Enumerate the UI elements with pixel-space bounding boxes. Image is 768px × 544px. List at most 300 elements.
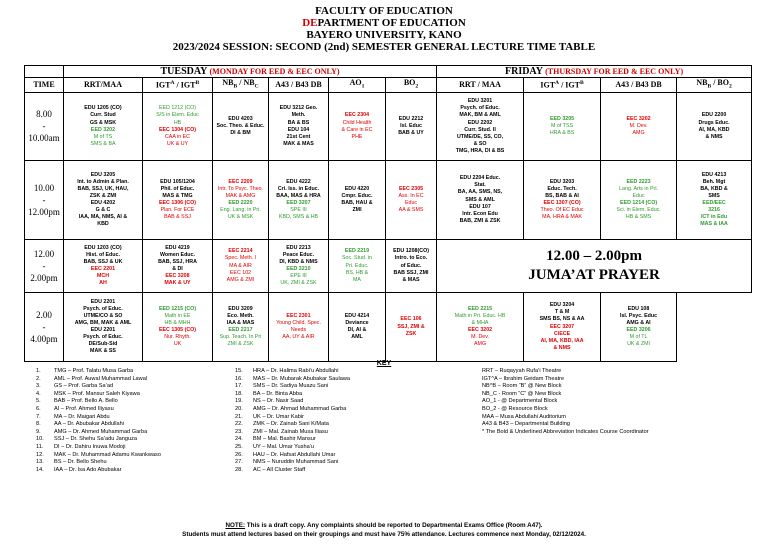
course-line: & MAS (402, 276, 420, 283)
course-line: Nur. Rhyth. (164, 334, 191, 341)
key-entry (36, 436, 161, 444)
key-number: 23. (235, 428, 243, 435)
course-cell (524, 160, 601, 239)
key-number: 20. (235, 405, 243, 412)
course-line: IAA, MA, NMS, AI & (78, 214, 128, 221)
course-line: EED/EEC (702, 200, 726, 207)
course-line: Pri. Educ. (345, 262, 369, 269)
prayer-time: 12.00 – 2.00pm (546, 247, 642, 264)
course-line: EED 2223 (626, 178, 651, 185)
course-line: Beh. Mgt (702, 178, 726, 185)
course-line: G & C (95, 207, 111, 214)
key-entry (235, 421, 350, 429)
course-line: ICT in Edu (700, 214, 728, 221)
time-label: 10.00 (33, 182, 55, 193)
key-text: SMS – Dr. Sadiya Muazu Sani (253, 383, 329, 390)
key-entry (482, 429, 649, 437)
key-number: 18. (235, 390, 243, 397)
key-number: 26. (235, 451, 243, 458)
course-line: EPE III (290, 273, 307, 280)
time-cell (25, 239, 64, 292)
time-label: 8.00 (36, 109, 52, 120)
key-text: NB^B – Room “B” @ New Block (482, 383, 562, 390)
course-line: EEC 2305 (398, 185, 424, 192)
course-line: & NMS (705, 133, 723, 140)
course-line: EDU 4203 (228, 115, 253, 122)
column-header: $AO_1$ (329, 78, 386, 93)
key-number: 28. (235, 466, 243, 473)
time-label: - (42, 321, 46, 332)
course-line: HRA & BS (549, 130, 575, 137)
course-cell (269, 92, 329, 160)
key-text: ZMK – Dr. Zainab Sani K/Mata (253, 421, 329, 428)
key-text: GS – Prof. Garba Sa’ad (54, 383, 114, 390)
course-cell (213, 160, 269, 239)
course-line: DI, KBD & NMS (279, 259, 318, 265)
course-line: EDU 2213 (286, 244, 311, 251)
course-line: EED 1212 (CO) (158, 105, 197, 112)
course-line: AA & SMS (398, 207, 424, 214)
key-text: RRT – Ruqayyah Rufa’i Theatre (482, 368, 562, 374)
key-entry (36, 398, 161, 406)
key-number: 10. (36, 436, 44, 443)
key-entry (235, 383, 350, 391)
key-number: 5. (36, 398, 41, 405)
department-title-rest: PARTMENT OF EDUCATION (317, 17, 466, 29)
course-line: & SO (473, 140, 487, 147)
course-line: MAK & AMG (225, 193, 256, 199)
course-line: EDU 3212 Geo. (279, 105, 318, 112)
key-text: MSK – Prof. Mansur Saleh Kiyawa (54, 390, 140, 397)
course-line: & Care in EC (341, 126, 373, 133)
key-number: 21. (235, 413, 243, 420)
course-line: Educ (632, 193, 645, 199)
course-line: Intr. To Psyc. Theo. (217, 185, 264, 192)
course-line: Math in Pri. Educ. HB (454, 312, 506, 319)
course-line: KBD, SMS & HB (278, 214, 319, 221)
key-column-2 (235, 368, 350, 474)
key-number: 19. (235, 398, 243, 405)
course-line: MA, HRA & MAK (542, 214, 582, 221)
key-entry (235, 429, 350, 437)
university-title: BAYERO UNIVERSITY, KANO (306, 29, 462, 41)
course-line: SMS & AML (465, 196, 495, 203)
course-line: EEC 2214 (228, 248, 253, 255)
key-text: HAU – Dr. Hafsat Abdullahi Umar (253, 451, 336, 458)
course-line: EED 3205 (549, 115, 575, 122)
course-line: EEC 2209 (228, 178, 253, 185)
friday-header (437, 66, 752, 78)
course-line: EEC 2201 (90, 266, 116, 273)
key-number: 3. (36, 383, 41, 390)
key-number: 13. (36, 459, 44, 466)
key-text: NMS – Nuruddin Muhammad Sani (253, 459, 339, 466)
key-entry (235, 452, 350, 460)
course-line: EEC 1307 (CO) (543, 200, 581, 207)
course-line: EDU 4222 (286, 178, 311, 185)
course-line: BAB, SSJ, HRA (158, 259, 197, 265)
course-line: SSJ, ZMI & (397, 323, 425, 330)
key-text: BA – Dr. Binta Abba (253, 390, 303, 397)
course-line: EDU 4214 (344, 312, 370, 319)
course-line: M. Dev. (629, 123, 648, 130)
key-text: BAB – Prof. Bello A. Bello (54, 398, 118, 405)
key-text: TMG – Prof. Talatu Musa Garba (54, 368, 134, 374)
course-cell (601, 292, 677, 361)
key-entry (235, 459, 350, 467)
key-text: ZMI – Mal. Zainab Musa Iliasu (253, 428, 328, 435)
key-text: A43 & B43 – Departmental Building (482, 421, 571, 428)
course-line: AH (99, 280, 107, 287)
course-line: AMG (474, 341, 487, 348)
course-cell (213, 92, 269, 160)
course-line: Hist. of Educ. (86, 251, 120, 258)
key-text: MA – Dr. Maigari Abdu (54, 413, 110, 420)
course-cell (213, 239, 269, 292)
course-line: PHE (351, 133, 363, 140)
course-line: EDU 1205 (CO) (84, 105, 122, 112)
column-header: $NB_B / NB_C$ (213, 78, 269, 93)
course-line: AA, UY & AIR (282, 334, 315, 341)
key-text: HRA – Dr. Halima Rabi’u Abdullahi (253, 368, 339, 374)
course-cell (64, 92, 143, 160)
course-line: AMG (632, 130, 645, 137)
course-line: BS, HB & (345, 269, 369, 276)
course-line: & MHA (471, 320, 489, 326)
note-label: NOTE: (225, 522, 246, 529)
course-line: AI, MA, KBD, IAA (540, 337, 584, 344)
course-cell (64, 239, 143, 292)
course-line: UK & ZMI (627, 341, 651, 348)
time-cell (25, 92, 64, 160)
course-cell (601, 92, 677, 160)
course-line: BA & BS (287, 119, 310, 126)
course-cell (269, 292, 329, 361)
course-line: MAS & TMG (162, 193, 193, 199)
course-cell (437, 160, 524, 239)
course-line: CAA in EC (164, 133, 191, 140)
key-text: MAS – Dr. Mubarak Abubakar Saulawa (253, 375, 351, 382)
course-cell (213, 292, 269, 361)
course-line: BAA, MAS & HRA (276, 193, 321, 199)
course-line: Math in EE (164, 312, 191, 319)
course-cell (269, 239, 329, 292)
key-number: 12. (36, 451, 44, 458)
key-entry (36, 452, 161, 460)
course-line: Deviance (345, 320, 369, 326)
course-line: & NMS (553, 344, 571, 351)
course-line: EED 2217 (228, 327, 253, 334)
course-cell (601, 160, 677, 239)
key-text: UY – Mal. Umar Yusha’u (253, 443, 315, 450)
key-entry (235, 368, 350, 376)
course-cell (329, 239, 386, 292)
course-line: Cri. Iss. in Educ. (277, 185, 320, 192)
note-line-1 (0, 522, 768, 530)
course-line: Educ. Tech. (547, 185, 577, 192)
corner-cell (25, 66, 64, 78)
timetable (24, 65, 752, 362)
key-entry (235, 444, 350, 452)
key-text: AI – Prof. Ahmed Iliyasu (54, 405, 114, 412)
time-label: 12.00 (33, 248, 55, 259)
key-number: 15. (235, 368, 243, 374)
course-line: HB (173, 119, 182, 126)
column-header: $IGT^A / IGT^B$ (524, 78, 601, 93)
key-number: 24. (235, 436, 243, 443)
course-line: IAA & MAS (226, 320, 255, 326)
key-text: NS – Dr. Nasir Saad (253, 398, 304, 405)
course-line: BAB & SSJ (164, 214, 191, 221)
key-entry (482, 368, 649, 376)
key-number: 25. (235, 443, 243, 450)
course-line: EDU 3209 (228, 305, 253, 312)
key-text: NB_C - Room “C” @ New Block (482, 390, 562, 397)
course-line: EEC 3202 (467, 327, 493, 334)
course-line: Sup. Teach. In Pri (219, 334, 262, 341)
department-title (0, 17, 768, 29)
course-cell (524, 292, 601, 361)
course-line: MAK & UY (164, 280, 191, 287)
course-line: Spec. Meth. I (224, 255, 257, 262)
course-line: Eng. Lang. in Pri. (220, 207, 261, 214)
column-header: TIME (25, 78, 64, 93)
course-line: EDU 3204 (549, 302, 575, 309)
course-line: EEC 3207 (549, 323, 575, 330)
course-cell (386, 92, 437, 160)
course-cell (143, 292, 213, 361)
course-line: CiECE (553, 330, 571, 337)
course-line: EED 2215 (467, 305, 493, 312)
course-line: Curr. Stud. II (464, 126, 496, 133)
key-text: BM – Mal. Bashir Mansur (253, 436, 316, 443)
course-line: M of TSS (551, 123, 574, 130)
key-number: 4. (36, 390, 41, 397)
course-line: EDU 1208(CO) (393, 248, 429, 255)
course-cell (386, 160, 437, 239)
course-cell (143, 239, 213, 292)
course-line: EEC 1306 (CO) (158, 200, 197, 207)
course-line: Soc. Stud. in (341, 255, 373, 262)
course-line: EEC 2301 (286, 312, 311, 319)
course-line: Educ (404, 200, 418, 207)
key-entry (36, 376, 161, 384)
time-label: - (42, 121, 46, 132)
course-cell (329, 92, 386, 160)
department-title-red: DE (302, 17, 318, 29)
course-line: BAB, SSJ, UK, HAU, (77, 185, 129, 192)
key-number: 9. (36, 428, 41, 435)
course-line: Plan. For ECE (160, 207, 195, 214)
key-text: AO_1 - @ Departmental Block (482, 398, 558, 405)
course-cell (437, 292, 524, 361)
course-line: EED 3210 (286, 266, 311, 273)
course-cell (143, 160, 213, 239)
course-line: BAB, SSJ & UK (83, 259, 123, 265)
course-line: HB & SMS (625, 214, 652, 221)
course-line: 21st Cent (286, 133, 311, 140)
course-line: UK & UY (166, 140, 189, 147)
course-line: Isl. Psyc. Educ (619, 312, 658, 319)
course-line: Intr. Econ Edu (462, 210, 498, 217)
course-line: Soc. Theo. & Educ. (216, 123, 265, 130)
key-number: 6. (36, 405, 41, 412)
key-text: IGT^A – Ibrahim Geidam Theatre (482, 375, 565, 382)
time-label: 10.00am (28, 133, 60, 144)
course-line: EDU 108 (627, 305, 650, 312)
column-header: A43 / B43 DB (269, 78, 329, 93)
key-entry (482, 398, 649, 406)
course-line: ZSK (405, 330, 417, 337)
key-text: DI – Dr. Dahiru Inuwa Modoji (54, 443, 126, 450)
key-number: 17. (235, 383, 243, 390)
course-cell (64, 160, 143, 239)
course-line: EEC 106 (400, 316, 422, 323)
key-number: 22. (235, 421, 243, 428)
course-line: HB & MHH (164, 320, 191, 326)
key-entry (235, 406, 350, 414)
course-line: M of TS (93, 133, 113, 140)
course-line: Int. to Admin & Plan. (77, 178, 129, 185)
key-column-1 (36, 368, 161, 474)
time-cell (25, 160, 64, 239)
course-line: UTME/CO & SO (83, 312, 123, 319)
course-line: BAB & UY (398, 130, 424, 137)
course-line: EED 3206 (626, 327, 651, 334)
course-line: & DI (172, 266, 183, 273)
course-cell (386, 239, 437, 292)
course-line: Women Educ. (160, 251, 195, 258)
course-cell (329, 160, 386, 239)
course-cell (269, 160, 329, 239)
course-line: EDU 2200 (701, 112, 727, 119)
session-title: 2023/2024 SESSION: SECOND (2nd) SEMESTER GENERAL LECTURE TIME TABLE (172, 41, 596, 53)
key-text: AMG – Dr. Ahmed Muhammad Garba (54, 428, 148, 435)
key-text: UK – Dr. Umar Kabir (253, 413, 304, 420)
key-text: BS – Dr. Bello Shehu (54, 459, 107, 466)
course-line: AMG & AI (626, 320, 651, 326)
course-line: Lang. Arts in Pri. (619, 185, 658, 192)
course-line: EEC 102 (229, 269, 252, 276)
course-line: BAB, ZMI & ZSK (459, 217, 501, 224)
course-line: Needs (290, 327, 307, 334)
key-column-3 (482, 368, 649, 436)
course-line: EED 3207 (286, 200, 311, 207)
key-entry (482, 383, 649, 391)
note-text-1: This is a draft copy. Any complaints should be reported to Departmental Exams Office (Room A47). (245, 522, 543, 529)
key-entry (36, 383, 161, 391)
course-line: Theo. Of EC Educ (540, 207, 584, 214)
course-line: AMG & ZMI (226, 276, 255, 283)
course-line: MA & AIR (229, 262, 252, 269)
course-line: MA (353, 276, 361, 283)
course-line: Psych. of Educ. (460, 105, 500, 112)
course-line: T & M (554, 309, 570, 316)
course-line: EEC 2304 (344, 112, 370, 119)
course-line: ZMI (352, 207, 362, 214)
course-line: EDU 2204 Educ. (459, 175, 501, 182)
column-header: RRT/MAA (64, 78, 143, 93)
course-line: BAB SSJ, ZMI (393, 269, 429, 276)
key-number: 14. (36, 466, 44, 473)
course-line: DI & BM (230, 130, 251, 137)
key-entry (36, 406, 161, 414)
course-line: EDU 3205 (90, 171, 116, 178)
course-line: KBD (97, 221, 109, 228)
course-line: EEC 1304 (CO) (158, 126, 197, 133)
course-line: EED 2220 (228, 200, 253, 207)
key-entry (36, 421, 161, 429)
course-line: Sci. in Elem. Educ. (616, 207, 661, 214)
key-text: IAA – Dr. Isa Ado Abubakar (54, 466, 122, 473)
column-header: $BO_2$ (386, 78, 437, 93)
key-entry (482, 391, 649, 399)
course-cell (329, 292, 386, 361)
key-number: 2. (36, 375, 41, 382)
course-line: UTME/DE, SS, CO, (456, 133, 504, 140)
course-cell (437, 92, 524, 160)
time-label: 2.00pm (30, 272, 58, 283)
course-cell (524, 92, 601, 160)
course-line: EED 1215 (CO) (158, 305, 197, 312)
course-line: Eco. Meth. (227, 312, 254, 319)
course-line: M. Dev. (471, 334, 489, 341)
jumaat-prayer-cell (437, 239, 752, 292)
course-line: EED 3202 (90, 126, 116, 133)
course-line: EDU 4213 (701, 171, 727, 178)
key-entry (36, 459, 161, 467)
column-header: $NB_B / BO_2$ (677, 78, 752, 93)
course-line: Curr. Stud (90, 112, 116, 119)
course-line: EEC 3208 (165, 273, 190, 280)
course-line: EEC 3202 (626, 115, 651, 122)
course-line: ZMI & ZSK (227, 341, 254, 348)
course-line: Meth. (291, 112, 306, 119)
course-line: MAK & MAS (283, 140, 314, 147)
course-line: EDU 2212 (398, 115, 424, 122)
course-line: SMS & BA (90, 140, 116, 147)
course-line: Ass. In EC (398, 193, 424, 199)
course-line: Phil. of Educ. (160, 185, 195, 192)
key-number: 16. (235, 375, 243, 382)
key-number: 11. (36, 443, 44, 450)
course-line: EDU 2202 (467, 119, 493, 126)
course-line: EDU 105/1204 (160, 178, 195, 185)
course-line: BA, KBD & (700, 185, 728, 192)
key-entry (235, 436, 350, 444)
key-number: 8. (36, 421, 41, 428)
course-line: EDU 4219 (165, 244, 190, 251)
key-text: AMG – Dr. Ahmad Muhammad Garba (253, 405, 347, 412)
prayer-title: JUMA’AT PRAYER (528, 266, 660, 283)
key-title: KEY (376, 360, 392, 367)
key-text: MAK – Dr. Muhammad Adamu Kwankwaso (54, 451, 161, 458)
key-entry (36, 391, 161, 399)
course-line: UK, ZMI & ZSK (280, 280, 317, 287)
key-number: 7. (36, 413, 41, 420)
key-entry (482, 421, 649, 429)
key-text: * The Bold & Underlined Abbreviation Indicates Course Coordinator (482, 428, 649, 435)
course-line: M of TL (629, 334, 648, 341)
time-label: 4.00pm (30, 333, 58, 344)
course-line: EDU 1203 (CO) (84, 244, 122, 251)
course-line: Psych. of Educ. (83, 305, 123, 312)
key-entry (235, 391, 350, 399)
column-header: RRT / MAA (437, 78, 524, 93)
key-text: MAA – Musa Abdullahi Auditorium (482, 413, 566, 420)
key-text: AC – All Cluster Staff (253, 466, 306, 473)
course-line: EDU 2201 (90, 298, 116, 305)
